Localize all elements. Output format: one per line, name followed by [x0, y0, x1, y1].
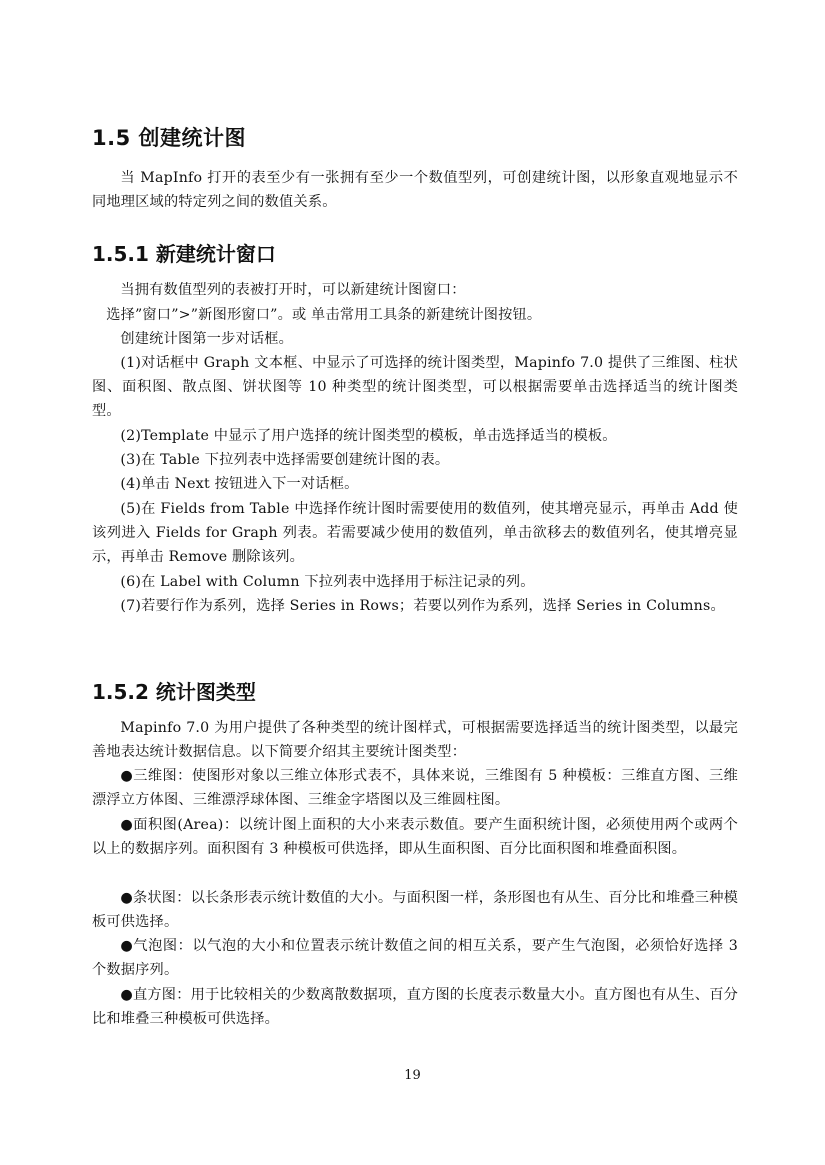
bullet-item: ●直方图：用于比较相关的少数离散数据项，直方图的长度表示数量大小。直方图也有从生、百分比和堆叠三种模板可供选择。 — [92, 987, 738, 1028]
bullet-item: ●面积图(Area)：以统计图上面积的大小来表示数值。要产生面积统计图，必须使用两个或两个以上的数据序列。面积图有 3 种模板可供选择，即从生面积图、百分比面积图和堆叠面积图。 — [92, 817, 738, 858]
paragraph: 创建统计图第一步对话框。 — [120, 331, 294, 347]
paragraph: 当拥有数值型列的表被打开时，可以新建统计图窗口： — [120, 282, 466, 298]
paragraph: (1)对话框中 Graph 文本框、中显示了可选择的统计图类型，Mapinfo 7.0 提供了三维图、柱状图、面积图、散点图、饼状图等 10 种类型的统计图类型，可以根据需要单击选择适当的统计图类型。 — [92, 355, 738, 420]
paragraph: (5)在 Fields from Table 中选择作统计图时需要使用的数值列，使其增亮显示，再单击 Add 使该列进入 Fields for Graph 列表。若需要减少使用的数值列，单击欲移去的数值列名，使其增亮显示，再单击 Remove 删除该列。 — [92, 501, 738, 566]
paragraph: (4)单击 Next 按钮进入下一对话框。 — [120, 476, 359, 492]
bullet-item: ●三维图：使图形对象以三维立体形式表不，具体来说，三维图有 5 种模板：三维直方图、三维漂浮立方体图、三维漂浮球体图、三维金字塔图以及三维圆柱图。 — [92, 768, 738, 809]
bullet-item: ●条状图：以长条形表示统计数值的大小。与面积图一样，条形图也有从生、百分比和堆叠三种模板可供选择。 — [92, 890, 738, 931]
subsection-title-2: 1.5.2 统计图类型 — [92, 680, 256, 704]
paragraph: (7)若要行作为系列，选择 Series in Rows；若要以列作为系列，选择 Series in Columns。 — [120, 598, 725, 614]
subsection-title-1: 1.5.1 新建统计窗口 — [92, 242, 276, 266]
paragraph: Mapinfo 7.0 为用户提供了各种类型的统计图样式，可根据需要选择适当的统计图类型，以最完善地表达统计数据信息。以下简要介绍其主要统计图类型： — [92, 720, 738, 761]
section-title: 1.5 创建统计图 — [92, 126, 247, 150]
bullet-item: ●气泡图：以气泡的大小和位置表示统计数值之间的相互关系，要产生气泡图，必须恰好选择 3 个数据序列。 — [92, 938, 738, 979]
paragraph: (6)在 Label with Column 下拉列表中选择用于标注记录的列。 — [120, 574, 535, 590]
section-intro: 当 MapInfo 打开的表至少有一张拥有至少一个数值型列，可创建统计图，以形象直观地显示不同地理区域的特定列之间的数值关系。 — [92, 170, 738, 211]
paragraph: (3)在 Table 下拉列表中选择需要创建统计图的表。 — [120, 452, 450, 468]
paragraph: 选择”窗口”>”新图形窗口”。或 单击常用工具条的新建统计图按钮。 — [106, 307, 542, 323]
paragraph: (2)Template 中显示了用户选择的统计图类型的模板，单击选择适当的模板。 — [120, 428, 617, 444]
page-number: 19 — [404, 1068, 421, 1083]
